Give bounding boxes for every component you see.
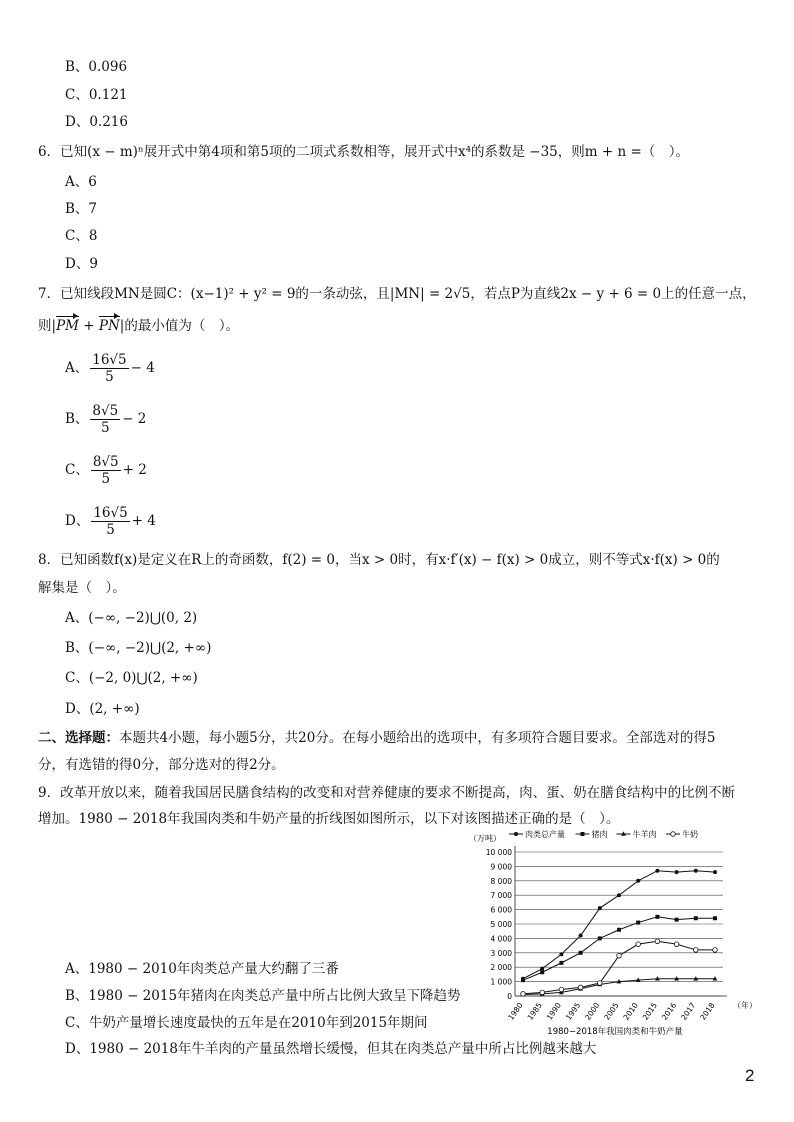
q8-option-d: D、(2, +∞) <box>65 701 140 717</box>
data-point <box>559 952 563 956</box>
data-point <box>579 951 583 955</box>
q9-option-c: C、牛奶产量增长速度最快的五年是在2010年到2015年期间 <box>65 1015 428 1031</box>
data-point <box>694 916 698 920</box>
legend-label: 肉类总产量 <box>525 830 565 839</box>
y-tick-label: 9 000 <box>490 862 512 872</box>
fraction: $\frac{16√5}{5}$ <box>93 505 128 538</box>
q7-option-a: A、 $\frac{16√5}{5}$ − 4 <box>65 352 155 385</box>
data-point <box>694 869 698 873</box>
x-tick-label: 2005 <box>602 1000 621 1022</box>
legend-item <box>509 829 565 839</box>
meat-milk-production-chart <box>465 826 765 1040</box>
data-point <box>636 921 640 925</box>
series-line <box>523 917 715 980</box>
data-point <box>598 981 603 986</box>
y-tick-label: 0 <box>507 992 512 1001</box>
data-point <box>540 967 544 971</box>
x-tick-label: 2017 <box>679 1000 698 1022</box>
data-point <box>559 987 564 992</box>
q8-option-c: C、(−2, 0)⋃(2, +∞) <box>65 670 198 686</box>
q9-stem-line1: 9．改革开放以来，随着我国居民膳食结构的改变和对营养健康的要求不断提高，肉、蛋、奶在膳食结构中的比例不断 <box>38 785 736 801</box>
data-point <box>581 832 585 836</box>
q9-option-b: B、1980 − 2015年猪肉在肉类总产量中所占比例大致呈下降趋势 <box>65 988 461 1004</box>
q7-stem-line2: 则|PM + PN|的最小值为（ ）。 <box>38 318 240 334</box>
legend-label: 牛奶 <box>682 830 698 839</box>
q8-option-a: A、(−∞, −2)⋃(0, 2) <box>65 610 198 626</box>
data-point <box>655 939 660 944</box>
data-point <box>617 953 622 958</box>
chart-legend <box>509 829 698 839</box>
data-point <box>578 985 583 990</box>
series-牛羊肉 <box>521 976 718 996</box>
page-number: 2 <box>745 1066 755 1085</box>
y-tick-label: 2 000 <box>490 963 512 973</box>
data-point <box>675 870 679 874</box>
data-point <box>521 978 525 982</box>
fraction: $\frac{8√5}{5}$ <box>92 403 119 436</box>
series-猪肉 <box>521 915 717 982</box>
legend-item <box>576 829 608 839</box>
q5-option-b: B、0.096 <box>65 59 128 75</box>
y-tick-label: 1 000 <box>490 977 512 987</box>
x-tick-label: 1990 <box>544 1000 564 1022</box>
data-point <box>540 990 545 995</box>
data-point <box>579 934 583 938</box>
data-point <box>694 948 699 953</box>
legend-item <box>666 829 698 839</box>
y-tick-label: 3 000 <box>490 948 512 958</box>
q6-option-b: B、7 <box>65 201 98 217</box>
data-point <box>674 942 679 947</box>
legend-label: 牛羊肉 <box>632 830 657 839</box>
data-point <box>636 942 641 947</box>
data-point <box>514 832 518 836</box>
q5-option-d: D、0.216 <box>65 114 128 130</box>
q9-stem-line2: 增加。1980 − 2018年我国肉类和牛奶产量的折线图如图所示，以下对该图描述正确的是（ ）。 <box>38 811 620 827</box>
q6-stem: 6．已知(x − m)ⁿ展开式中第4项和第5项的二项式系数相等，展开式中x⁴的系数是 −35，则m + n =（ ）。 <box>38 144 690 160</box>
q7-stem-line1: 7．已知线段MN是圆C：(x−1)² + y² = 9的一条动弦，且|MN| = 2√5，若点P为直线2x − y + 6 = 0上的任意一点， <box>38 286 756 302</box>
q7-option-d: D、 $\frac{16√5}{5}$ + 4 <box>65 505 156 538</box>
vector-pn: PN <box>98 318 120 334</box>
data-point <box>636 879 640 883</box>
y-tick-label: 8 000 <box>490 876 512 886</box>
q7-option-b: B、 $\frac{8√5}{5}$ − 2 <box>65 403 147 436</box>
data-point <box>617 928 621 932</box>
y-tick-label: 10 000 <box>485 848 512 857</box>
data-point <box>655 869 659 873</box>
data-point <box>540 970 544 974</box>
q9-option-a: A、1980 − 2010年肉类总产量大约翻了三番 <box>65 961 339 977</box>
data-point <box>713 948 718 953</box>
x-tick-label: 2000 <box>583 1000 602 1022</box>
q8-stem-line2: 解集是（ ）。 <box>38 580 126 596</box>
x-tick-label: 1980 <box>506 1000 525 1022</box>
y-tick-label: 7 000 <box>490 891 512 901</box>
data-point <box>671 832 676 837</box>
q8-stem-line1: 8．已知函数f(x)是定义在R上的奇函数，f(2) = 0，当x > 0时，有x·f′(x) − f(x) > 0成立，则不等式x·f(x) > 0的 <box>38 552 720 568</box>
vector-pm: PM <box>56 318 79 334</box>
legend-item <box>617 829 657 839</box>
data-point <box>521 992 526 997</box>
section2-line1: 二、选择题：本题共4小题，每小题5分，共20分。在每小题给出的选项中，有多项符合题目要求。全部选对的得5 <box>38 730 716 746</box>
q5-option-c: C、0.121 <box>65 87 128 103</box>
q7-option-c: C、 $\frac{8√5}{5}$ + 2 <box>65 454 147 487</box>
series-牛奶 <box>521 939 718 996</box>
q6-option-d: D、9 <box>65 256 98 272</box>
series-肉类总产量 <box>521 869 717 981</box>
data-point <box>598 906 602 910</box>
x-tick-label: 2010 <box>621 1000 640 1022</box>
fraction: $\frac{8√5}{5}$ <box>92 454 119 487</box>
data-point <box>655 915 659 919</box>
section2-line2: 分，有选错的得0分，部分选对的得2分。 <box>38 757 285 773</box>
chart-x-axis-label: （年） <box>733 1001 757 1010</box>
x-tick-label: 2018 <box>698 1000 717 1022</box>
x-tick-label: 1985 <box>525 1000 544 1022</box>
data-point <box>713 870 717 874</box>
series-line <box>523 871 715 979</box>
q6-option-c: C、8 <box>65 228 98 244</box>
x-tick-label: 2016 <box>659 1000 679 1022</box>
y-tick-label: 5 000 <box>490 920 512 929</box>
q9-option-d: D、1980 − 2018年牛羊肉的产量虽然增长缓慢，但其在肉类总产量中所占比例越来越大 <box>65 1041 597 1057</box>
section2-heading: 二、选择题： <box>38 730 119 746</box>
q8-option-b: B、(−∞, −2)⋃(2, +∞) <box>65 640 212 656</box>
fraction: $\frac{16√5}{5}$ <box>92 352 127 385</box>
legend-label: 猪肉 <box>591 830 608 839</box>
data-point <box>675 918 679 922</box>
x-tick-label: 1995 <box>563 1000 583 1022</box>
data-point <box>559 961 563 965</box>
data-point <box>598 936 602 940</box>
chart-title: 1980−2018年我国肉类和牛奶产量 <box>547 1027 683 1037</box>
data-point <box>617 893 621 897</box>
y-tick-label: 4 000 <box>490 934 512 944</box>
data-point <box>713 916 717 920</box>
chart-y-axis-label: （万吨） <box>469 834 501 843</box>
q6-option-a: A、6 <box>65 174 97 190</box>
x-tick-label: 2015 <box>640 1000 660 1022</box>
y-tick-label: 6 000 <box>490 905 512 915</box>
